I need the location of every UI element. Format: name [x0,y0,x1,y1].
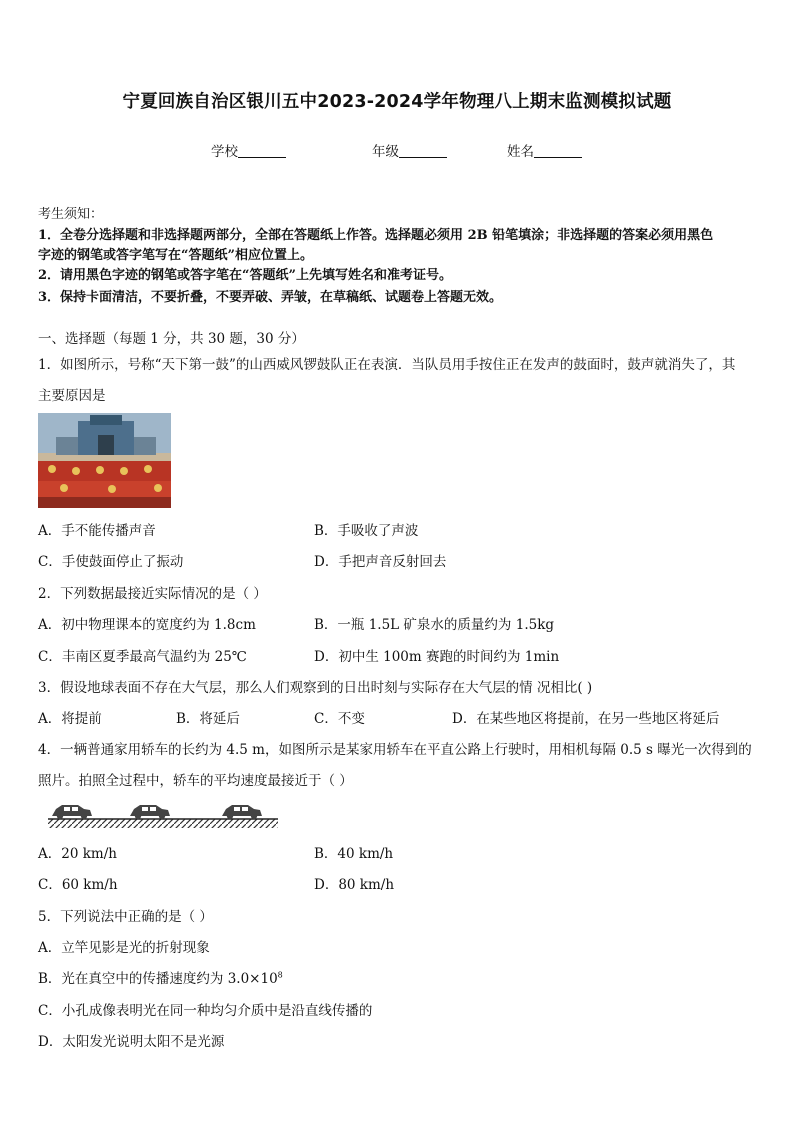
name-field [507,140,582,160]
question-4-option-b: B．40 km/h [314,846,394,862]
question-5-option-c: C．小孔成像表明光在同一种均匀介质中是沿直线传播的 [38,1003,373,1019]
question-2-option-d: D．初中生 100m 赛跑的时间约为 1min [314,649,560,665]
question-5-option-b [38,967,283,987]
drum-performance-image [38,413,171,508]
question-1-stem: 1．如图所示，号称“天下第一鼓”的山西威风锣鼓队正在表演．当队员用手按住正在发声的鼓面时，鼓声就消失了，其 [38,357,736,373]
school-label: 学校 [211,144,238,160]
question-3-option-a: A．将提前 [38,711,102,727]
question-1-option-c: C．手使鼓面停止了振动 [38,554,184,570]
question-1-option-b: B．手吸收了声波 [314,523,419,539]
question-4-option-c: C．60 km/h [38,877,118,893]
page-title: 宁夏回族自治区银川五中2023-2024学年物理八上期末监测模拟试题 [122,92,672,112]
question-4-stem: 4．一辆普通家用轿车的长约为 4.5 m，如图所示是某家用轿车在平直公路上行驶时，用相机每隔 0.5 s 曝光一次得到的 [38,742,752,758]
notice-item: 2．请用黑色字迹的钢笔或答字笔在“答题纸”上先填写姓名和准考证号。 [38,268,453,283]
question-2-option-b: B．一瓶 1.5L 矿泉水的质量约为 1.5kg [314,617,555,633]
question-5-option-b-text: B．光在真空中的传播速度约为 3.0×10 [38,971,278,987]
notice-item: 3．保持卡面清洁，不要折叠，不要弄破、弄皱，在草稿纸、试题卷上答题无效。 [38,290,503,305]
question-4-stem-cont: 照片。拍照全过程中，轿车的平均速度最接近于（ ） [38,773,353,789]
name-blank [534,143,582,158]
grade-field [372,140,447,160]
question-2-option-c: C．丰南区夏季最高气温约为 25℃ [38,649,247,665]
grade-blank [399,143,447,158]
school-blank [238,143,286,158]
question-3-option-c: C．不变 [314,711,365,727]
question-4-option-a: A．20 km/h [38,846,117,862]
question-5-option-a: A．立竿见影是光的折射现象 [38,940,210,956]
question-1-option-d: D．手把声音反射回去 [314,554,447,570]
question-3-option-d: D．在某些地区将提前，在另一些地区将延后 [452,711,720,727]
notice-item: 字迹的钢笔或答字笔写在“答题纸”相应位置上。 [38,248,313,263]
notice-heading: 考生须知： [38,207,104,222]
notice-item: 1．全卷分选择题和非选择题两部分，全部在答题纸上作答。选择题必须用 2B 铅笔填涂；非选择题的答案必须用黑色 [38,228,714,243]
school-field [211,140,286,160]
question-5-option-d: D．太阳发光说明太阳不是光源 [38,1034,225,1050]
question-1-stem-cont: 主要原因是 [38,388,106,404]
question-5-stem: 5．下列说法中正确的是（ ） [38,909,213,925]
grade-label: 年级 [372,144,399,160]
section-heading: 一、选择题（每题 1 分，共 30 题，30 分） [38,331,305,347]
car-photo-strip [48,800,278,830]
question-4-option-d: D．80 km/h [314,877,395,893]
question-3-stem: 3．假设地球表面不存在大气层，那么人们观察到的日出时刻与实际存在大气层的情 况相比( ) [38,680,593,696]
name-label: 姓名 [507,144,534,160]
question-2-stem: 2．下列数据最接近实际情况的是（ ） [38,586,267,602]
question-2-option-a: A．初中物理课本的宽度约为 1.8cm [38,617,256,633]
question-1-option-a: A．手不能传播声音 [38,523,156,539]
question-5-option-b-exponent: 8 [277,970,283,980]
question-3-option-b: B．将延后 [176,711,240,727]
